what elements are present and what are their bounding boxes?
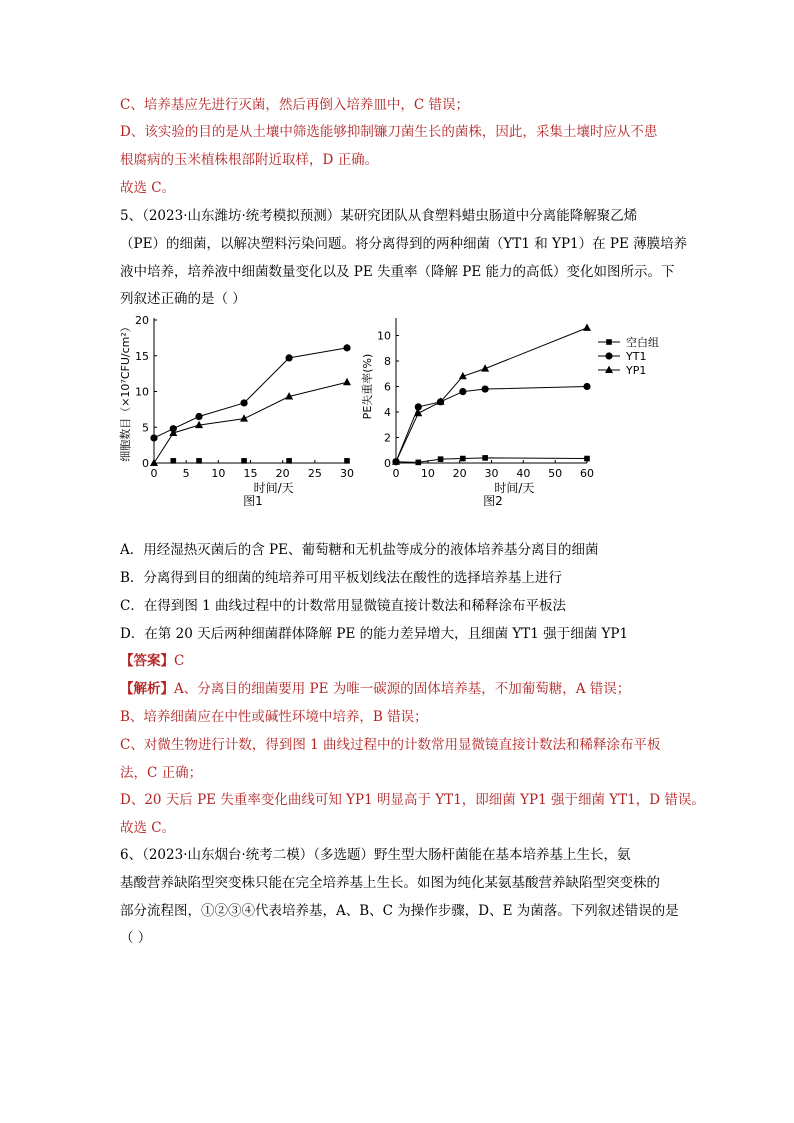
fig1-x-tick-label: 20 [275, 467, 290, 480]
fig2-y-axis-label: PE失重率(%) [361, 353, 374, 420]
q5-option-a: A．用经湿热灭菌后的含 PE、葡萄糖和无机盐等成分的液体培养基分离目的细菌 [120, 542, 599, 558]
fig1-y-tick-label: 0 [142, 457, 149, 470]
figure-1-plot [118, 314, 354, 495]
q5-analysis-line2: B、培养细菌应在中性或碱性环境中培养，B 错误； [120, 709, 428, 725]
q5-option-b: B．分离得到目的细菌的纯培养可用平板划线法在酸性的选择培养基上进行 [120, 570, 562, 586]
fig2-series-square-point [460, 456, 466, 462]
legend-triangle-marker [605, 366, 613, 373]
figure-2-plot [360, 318, 659, 495]
fig1-series-circle-point [195, 413, 202, 420]
fig1-y-tick-label: 10 [135, 385, 149, 399]
q5-analysis-final: 故选 C。 [120, 820, 176, 836]
answer-label: 【答案】 [120, 653, 174, 669]
fig1-series-square-point [344, 458, 350, 464]
q5-stem-line3: 液中培养，培养液中细菌数量变化以及 PE 失重率（降解 PE 能力的高低）变化如图所示。下 [120, 264, 675, 280]
fig2-series-square-point [415, 460, 421, 466]
legend-square-label: 空白组 [626, 336, 659, 349]
q6-stem-line2: 基酸营养缺陷型突变株只能在完全培养基上生长。如图为纯化某氨基酸营养缺陷型突变株的 [120, 875, 660, 891]
prev-option-c-analysis: C、培养基应先进行灭菌，然后再倒入培养皿中，C 错误； [120, 97, 469, 113]
fig1-x-tick-label: 30 [340, 467, 354, 480]
fig2-y-tick-label: 4 [384, 406, 391, 419]
figure-2-chart [360, 312, 705, 512]
fig1-y-tick-label: 20 [135, 314, 149, 327]
prev-option-d-analysis-line1: D、该实验的目的是从土壤中筛选能够抑制镰刀菌生长的菌株，因此，采集土壤时应从不患 [120, 124, 658, 140]
fig2-x-tick-label: 10 [420, 467, 435, 480]
fig1-series-triangle-line [154, 382, 347, 463]
fig1-y-tick-label: 5 [142, 421, 149, 435]
prev-option-d-analysis-line2: 根腐病的玉米植株根部附近取样，D 正确。 [120, 152, 379, 168]
fig1-series-triangle-point [150, 459, 158, 466]
legend-triangle-label: YP1 [626, 364, 647, 377]
fig1-series-circle-point [150, 434, 157, 441]
fig1-series-circle-point [240, 399, 247, 406]
fig2-series-square-point [438, 456, 444, 462]
fig1-series-circle-point [343, 344, 350, 351]
q5-analysis-line5: D、20 天后 PE 失重率变化曲线可知 YP1 明显高于 YT1，即细菌 YP1 强于细菌 YT1，D 错误。 [120, 792, 705, 808]
fig2-series-square-point [482, 455, 488, 461]
fig1-series-square-point [286, 458, 292, 464]
q5-stem-line1: 5、（2023·山东潍坊·统考模拟预测）某研究团队从食塑料蜡虫肠道中分离能降解聚乙烯 [120, 208, 638, 224]
fig2-series-circle-line [396, 387, 587, 462]
q6-stem-line1: 6、（2023·山东烟台·统考二模）（多选题）野生型大肠杆菌能在基本培养基上生长，氨 [120, 847, 631, 863]
q5-analysis-line3: C、对微生物进行计数，得到图 1 曲线过程中的计数常用显微镜直接计数法和稀释涂布平板 [120, 737, 661, 753]
legend-square-marker [606, 339, 612, 345]
fig1-y-tick-label: 15 [135, 349, 149, 363]
q5-answer [120, 652, 184, 670]
fig1-series-square-point [171, 458, 177, 464]
figure-1-chart [115, 312, 365, 512]
fig2-series-square-point [584, 456, 590, 462]
fig1-x-axis-label: 时间/天 [253, 481, 294, 495]
fig2-y-tick-label: 10 [377, 329, 391, 343]
q6-stem-line3: 部分流程图，①②③④代表培养基，A、B、C 为操作步骤，D、E 为菌落。下列叙述错误的是 [120, 903, 679, 919]
analysis-label: 【解析】 [120, 681, 174, 697]
q5-stem-line2: （PE）的细菌，以解决塑料污染问题。将分离得到的两种细菌（YT1 和 YP1）在 PE 薄膜培养 [120, 236, 688, 252]
prev-final-answer: 故选 C。 [120, 180, 176, 196]
fig1-series-circle-point [286, 354, 293, 361]
fig2-y-tick-label: 0 [384, 457, 391, 470]
q6-stem-line4: （ ） [120, 930, 152, 946]
analysis-text: A、分离目的细菌要用 PE 为唯一碳源的固体培养基，不加葡萄糖，A 错误； [174, 681, 631, 697]
q5-stem-line4: 列叙述正确的是（ ） [120, 291, 246, 307]
fig2-series-triangle-line [396, 328, 587, 462]
fig2-x-tick-label: 0 [392, 467, 400, 480]
q5-analysis-line1 [120, 680, 630, 698]
fig1-series-triangle-point [343, 378, 351, 385]
fig2-y-tick-label: 8 [384, 355, 391, 368]
fig2-y-tick-label: 6 [384, 380, 391, 394]
legend-circle-label: YT1 [626, 350, 647, 363]
fig2-y-tick-label: 2 [384, 431, 391, 445]
q5-option-c: C．在得到图 1 曲线过程中的计数常用显微镜直接计数法和稀释涂布平板法 [120, 598, 567, 614]
fig2-series-circle-point [482, 385, 489, 392]
answer-value: C [174, 653, 185, 669]
fig2-series-circle-point [459, 388, 466, 395]
fig1-y-axis-label: 细胞数目（×10⁷CFU/cm²） [119, 321, 132, 462]
fig1-x-tick-label: 0 [150, 467, 158, 480]
figure-1-caption: 图1 [243, 494, 263, 508]
fig2-x-tick-label: 50 [548, 467, 563, 480]
fig1-series-square-point [241, 458, 247, 464]
fig2-x-tick-label: 20 [452, 467, 467, 480]
q5-analysis-line4: 法，C 正确； [120, 765, 203, 781]
fig1-x-tick-label: 10 [211, 467, 226, 480]
fig1-x-tick-label: 15 [243, 467, 258, 480]
fig1-series-square-point [196, 458, 202, 464]
q5-option-d: D．在第 20 天后两种细菌群体降解 PE 的能力差异增大，且细菌 YT1 强于细菌 YP1 [120, 626, 629, 642]
figure-2-caption: 图2 [483, 494, 503, 508]
legend-circle-marker [605, 352, 612, 359]
fig2-x-axis-label: 时间/天 [494, 481, 535, 495]
fig2-x-tick-label: 60 [580, 467, 594, 480]
fig1-series-circle-line [154, 348, 347, 438]
fig1-x-tick-label: 5 [182, 467, 190, 480]
fig2-series-triangle-point [583, 323, 591, 330]
fig2-x-tick-label: 30 [484, 467, 499, 480]
fig1-x-tick-label: 25 [307, 467, 322, 480]
fig2-series-circle-point [583, 383, 590, 390]
fig2-x-tick-label: 40 [516, 467, 531, 480]
fig1-series-triangle-point [240, 414, 248, 421]
